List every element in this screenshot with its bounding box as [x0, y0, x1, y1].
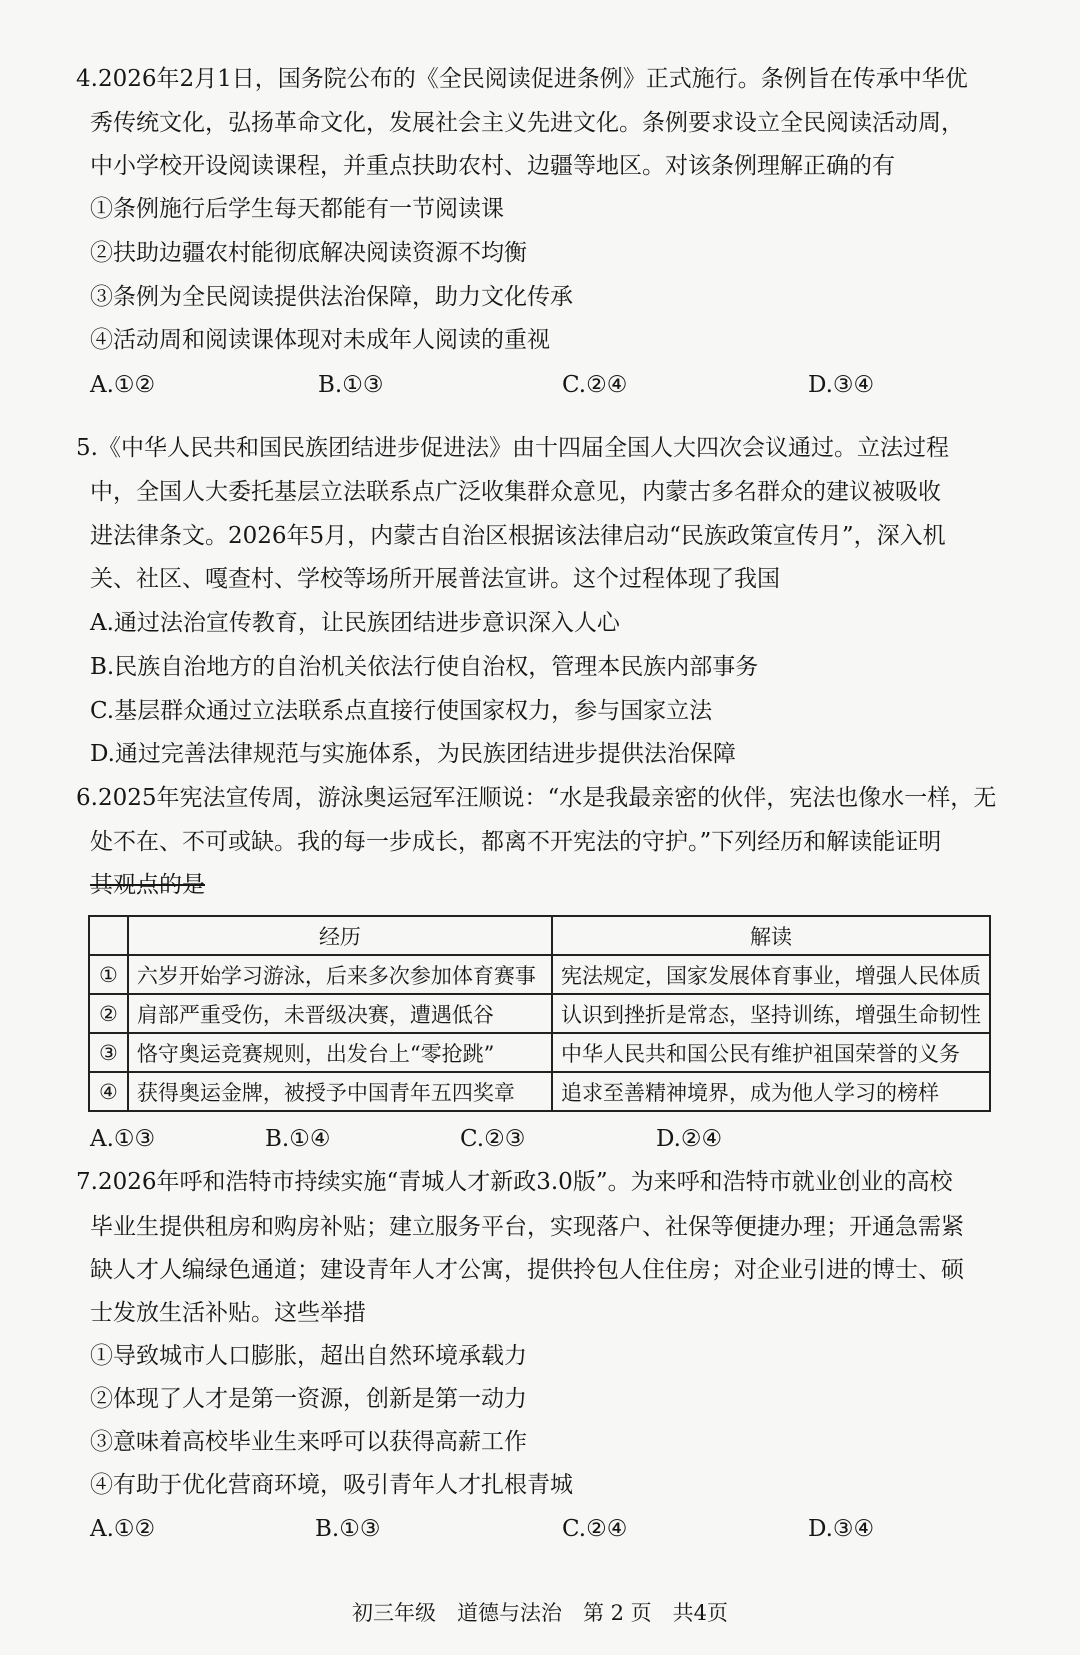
experience-table — [88, 915, 991, 1112]
q7-statement-4: ④有助于优化营商环境，吸引青年人才扎根青城 — [90, 1472, 573, 1498]
q4-line-3: 中小学校开设阅读课程，并重点扶助农村、边疆等地区。对该条例理解正确的有 — [90, 153, 895, 179]
table-row-num: ③ — [89, 1033, 128, 1072]
q4-option-b: B.①③ — [318, 372, 384, 398]
q5-option-a: A.通过法治宣传教育，让民族团结进步意识深入人心 — [90, 610, 620, 636]
q6-line-3: 其观点的是 — [90, 872, 205, 898]
q6-option-b: B.①④ — [265, 1126, 331, 1152]
q5-line-4: 关、社区、嘎查村、学校等场所开展普法宣讲。这个过程体现了我国 — [90, 566, 780, 592]
table-row-interpretation: 中华人民共和国公民有维护祖国荣誉的义务 — [552, 1033, 990, 1072]
table-row — [89, 1072, 990, 1111]
table-header-interpretation: 解读 — [552, 916, 990, 955]
table-row-interpretation: 宪法规定，国家发展体育事业，增强人民体质 — [552, 955, 990, 994]
q5-line-2: 中，全国人大委托基层立法联系点广泛收集群众意见，内蒙古多名群众的建议被吸收 — [90, 479, 941, 505]
q7-line-2: 毕业生提供租房和购房补贴；建立服务平台，实现落户、社保等便捷办理；开通急需紧 — [90, 1214, 964, 1240]
q4-statement-4: ④活动周和阅读课体现对未成年人阅读的重视 — [90, 327, 550, 353]
table-row — [89, 994, 990, 1033]
table-row-num: ④ — [89, 1072, 128, 1111]
q5-option-d: D.通过完善法律规范与实施体系，为民族团结进步提供法治保障 — [90, 741, 736, 767]
table-header-row — [89, 916, 990, 955]
q5-line-1: 5.《中华人民共和国民族团结进步促进法》由十四届全国人大四次会议通过。立法过程 — [76, 435, 949, 461]
q7-option-b: B.①③ — [315, 1516, 381, 1542]
table-row-experience: 六岁开始学习游泳，后来多次参加体育赛事 — [128, 955, 552, 994]
q6-line-2: 处不在、不可或缺。我的每一步成长，都离不开宪法的守护。”下列经历和解读能证明 — [90, 829, 942, 855]
q5-option-c: C.基层群众通过立法联系点直接行使国家权力，参与国家立法 — [90, 698, 713, 724]
q7-statement-3: ③意味着高校毕业生来呼可以获得高薪工作 — [90, 1429, 527, 1455]
q7-line-1: 7.2026年呼和浩特市持续实施“青城人才新政3.0版”。为来呼和浩特市就业创业的高校 — [76, 1169, 953, 1195]
q7-statement-2: ②体现了人才是第一资源，创新是第一动力 — [90, 1386, 527, 1412]
q7-line-4: 士发放生活补贴。这些举措 — [90, 1300, 366, 1326]
page-footer: 初三年级 道德与法治 第 2 页 共4页 — [351, 1601, 729, 1625]
table-header-num — [89, 916, 128, 955]
table-row-num: ② — [89, 994, 128, 1033]
q6-option-a: A.①③ — [90, 1126, 156, 1152]
table-row-num: ① — [89, 955, 128, 994]
q6-option-d: D.②④ — [656, 1126, 723, 1152]
q6-option-c: C.②③ — [460, 1126, 526, 1152]
table-row-experience: 肩部严重受伤，未晋级决赛，遭遇低谷 — [128, 994, 552, 1033]
table-row-interpretation: 追求至善精神境界，成为他人学习的榜样 — [552, 1072, 990, 1111]
q7-option-a: A.①② — [90, 1516, 156, 1542]
q6-line-1: 6.2025年宪法宣传周，游泳奥运冠军汪顺说：“水是我最亲密的伙伴，宪法也像水一样，无 — [76, 785, 997, 811]
q4-line-2: 秀传统文化，弘扬革命文化，发展社会主义先进文化。条例要求设立全民阅读活动周， — [90, 110, 964, 136]
q4-line-1: 4.2026年2月1日，国务院公布的《全民阅读促进条例》正式施行。条例旨在传承中华优 — [76, 66, 968, 92]
table-header-experience: 经历 — [128, 916, 552, 955]
q4-option-c: C.②④ — [562, 372, 628, 398]
table-row-interpretation: 认识到挫折是常态，坚持训练，增强生命韧性 — [552, 994, 990, 1033]
table-row — [89, 955, 990, 994]
q4-option-d: D.③④ — [808, 372, 875, 398]
q7-option-c: C.②④ — [562, 1516, 628, 1542]
q7-line-3: 缺人才人编绿色通道；建设青年人才公寓，提供拎包人住住房；对企业引进的博士、硕 — [90, 1257, 964, 1283]
table-row — [89, 1033, 990, 1072]
q7-statement-1: ①导致城市人口膨胀，超出自然环境承载力 — [90, 1343, 527, 1369]
table-row-experience: 获得奥运金牌，被授予中国青年五四奖章 — [128, 1072, 552, 1111]
q5-line-3: 进法律条文。2026年5月，内蒙古自治区根据该法律启动“民族政策宣传月”，深入机 — [90, 523, 946, 549]
q7-option-d: D.③④ — [808, 1516, 875, 1542]
table-row-experience: 恪守奥运竞赛规则，出发台上“零抢跳” — [128, 1033, 552, 1072]
q4-statement-3: ③条例为全民阅读提供法治保障，助力文化传承 — [90, 284, 573, 310]
q4-option-a: A.①② — [90, 372, 156, 398]
q5-option-b: B.民族自治地方的自治机关依法行使自治权，管理本民族内部事务 — [90, 654, 759, 680]
q4-statement-1: ①条例施行后学生每天都能有一节阅读课 — [90, 196, 504, 222]
q4-statement-2: ②扶助边疆农村能彻底解决阅读资源不均衡 — [90, 240, 527, 266]
